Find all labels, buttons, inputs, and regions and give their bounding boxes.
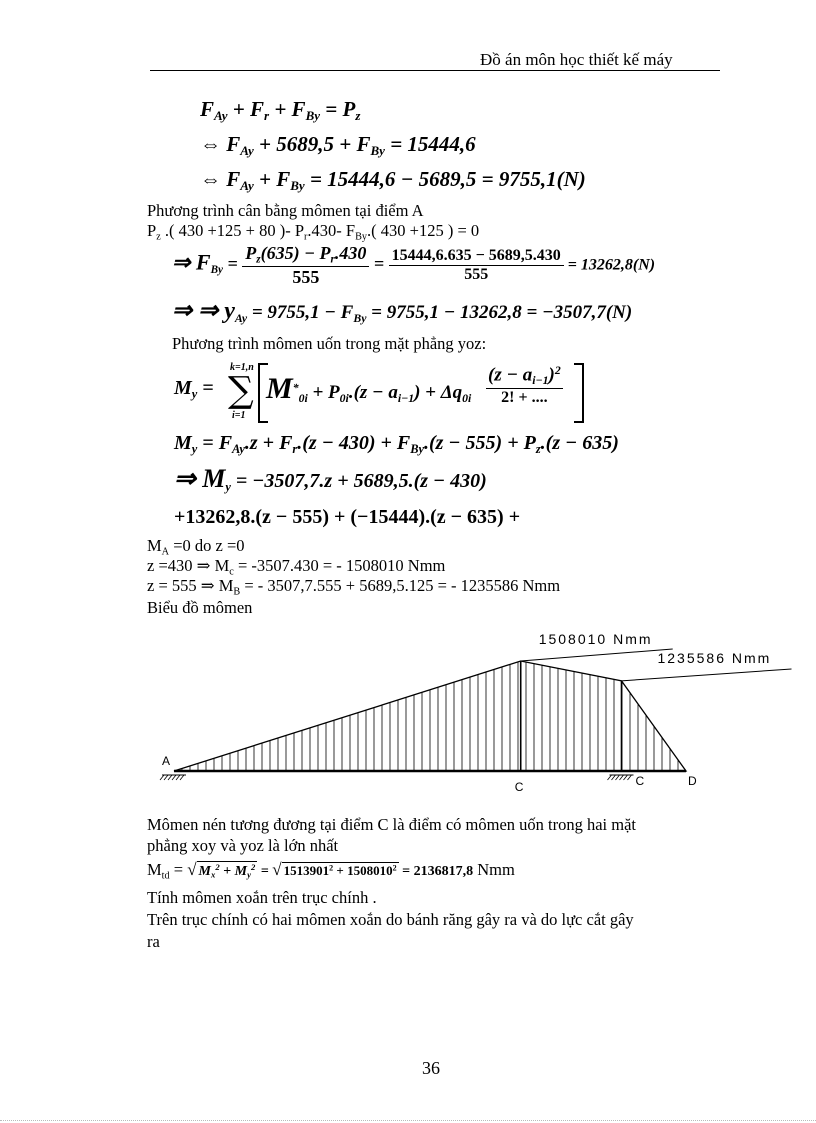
- fby-equation: ⇒ $F_{By}$ = $\frac{P_z(635) - P_r.430}{555}$ = $\frac{15444,6.635 - 5689,5.430}{555}$ = 13262,8(N): [172, 243, 656, 287]
- torsion-text-1: Trên trục chính có hai mômen xoắn do bánh răng gây ra và do lực cắt gây: [147, 910, 634, 929]
- moment-balance-equation: $P_z$ .( 430 +125 + 80 )- $P_r.430-$ $F_{By}$.( 430 +125 ) = 0: [147, 221, 480, 243]
- moment-balance-heading: Phương trình cân bằng mômen tại điểm A: [147, 201, 424, 220]
- equiv-text-2: phẳng xoy và yoz là lớn nhất: [147, 836, 339, 855]
- my-label: $M_y$ =: [174, 377, 214, 401]
- support-hatch: [176, 775, 180, 780]
- point-label-d: D: [688, 774, 697, 788]
- support-hatch: [615, 775, 619, 780]
- right-bracket: [574, 363, 584, 423]
- equiv-text-1: Mômen nén tương đương tại điểm C là điểm có mômen uốn trong hai mặt: [147, 815, 637, 834]
- my-numeric-cont: +13262,8.(z − 555) + (−15444).(z − 635) +: [174, 506, 521, 528]
- bending-intro: Phương trình mômen uốn trong mặt phẳng yoz:: [172, 334, 487, 353]
- support-hatch: [160, 775, 164, 780]
- sum-sign: ∑: [228, 370, 254, 411]
- annotation-leader-2: [621, 669, 791, 681]
- moment-diagram: [150, 625, 772, 795]
- page-bottom-border: [0, 1120, 816, 1121]
- support-hatch: [611, 775, 615, 780]
- ma-line: $M_A =0$ do z =0: [147, 536, 245, 558]
- diagram-title: Biểu đồ mômen: [147, 598, 253, 617]
- page-number: 36: [422, 1058, 440, 1078]
- support-hatch: [172, 775, 176, 780]
- support-hatch: [623, 775, 627, 780]
- point-label-a: A: [162, 754, 171, 768]
- mb-line: z = 555 ⇒ $M_B$ = - 3507,7.555 + 5689,5.125 = - 1235586 Nmm: [147, 576, 561, 598]
- my-expanded: $M_y = F_{Ay}.z + F_r.(z - 430) + F_{By}.(z - 555) + P_z.(z - 635)$: [174, 432, 619, 456]
- support-hatch: [627, 775, 631, 780]
- point-label-c1: C: [514, 780, 524, 794]
- support-hatch: [164, 775, 168, 780]
- sum-fraction: $(z - a_{i-1})^2$ 2! + ....: [488, 364, 561, 407]
- support-hatch: [619, 775, 623, 780]
- header-rule: [150, 70, 720, 71]
- mtd-equation: $M_{td}$ = √ $M_x^2 + M_y^2$ = √ $1513901^2 + 1508010^2 = 2136817,8$ Nmm: [147, 860, 515, 882]
- point-label-c2: C: [635, 774, 645, 788]
- equation-3: ⇔ $F_{Ay} + F_{By} = 15444,6 - 5689,5 = 9755,1(N)$: [200, 167, 586, 194]
- sum-lower-limit: i=1: [232, 410, 246, 421]
- torsion-text-2: ra: [147, 932, 160, 951]
- support-hatch: [180, 775, 184, 780]
- equation-2: ⇔ $F_{Ay} + 5689,5 + F_{By} = 15444,6$: [200, 132, 476, 159]
- header-title: Đồ án môn học thiết kế máy: [480, 50, 673, 69]
- support-hatch: [168, 775, 172, 780]
- annotation-mb: 1235586 Nmm: [657, 650, 772, 666]
- sum-body: $M^*_{0i} + P_{0i}.(z - a_{i-1}) + \Delta q_{0i}$: [266, 372, 472, 405]
- sum-upper-limit: k=1,n: [230, 362, 254, 373]
- equation-1: $F_{Ay} + F_r + F_{By} = P_z$: [200, 97, 361, 124]
- my-numeric: ⇒ $M_y = -3507,7.z + 5689,5.(z - 430)$: [174, 464, 487, 494]
- annotation-leader-1: [521, 649, 673, 661]
- yay-equation: ⇒ ⇒ $y_{Ay} = 9755,1 - F_{By} = 9755,1 - 13262,8 = -3507,7(N)$: [172, 298, 633, 325]
- mc-line: z =430 ⇒ $M_c = -3507.430$ = - 1508010 Nmm: [147, 556, 446, 578]
- torsion-title: Tính mômen xoắn trên trục chính .: [147, 888, 377, 907]
- supports: [160, 775, 633, 780]
- annotation-mc: 1508010 Nmm: [538, 631, 653, 647]
- support-hatch: [607, 775, 611, 780]
